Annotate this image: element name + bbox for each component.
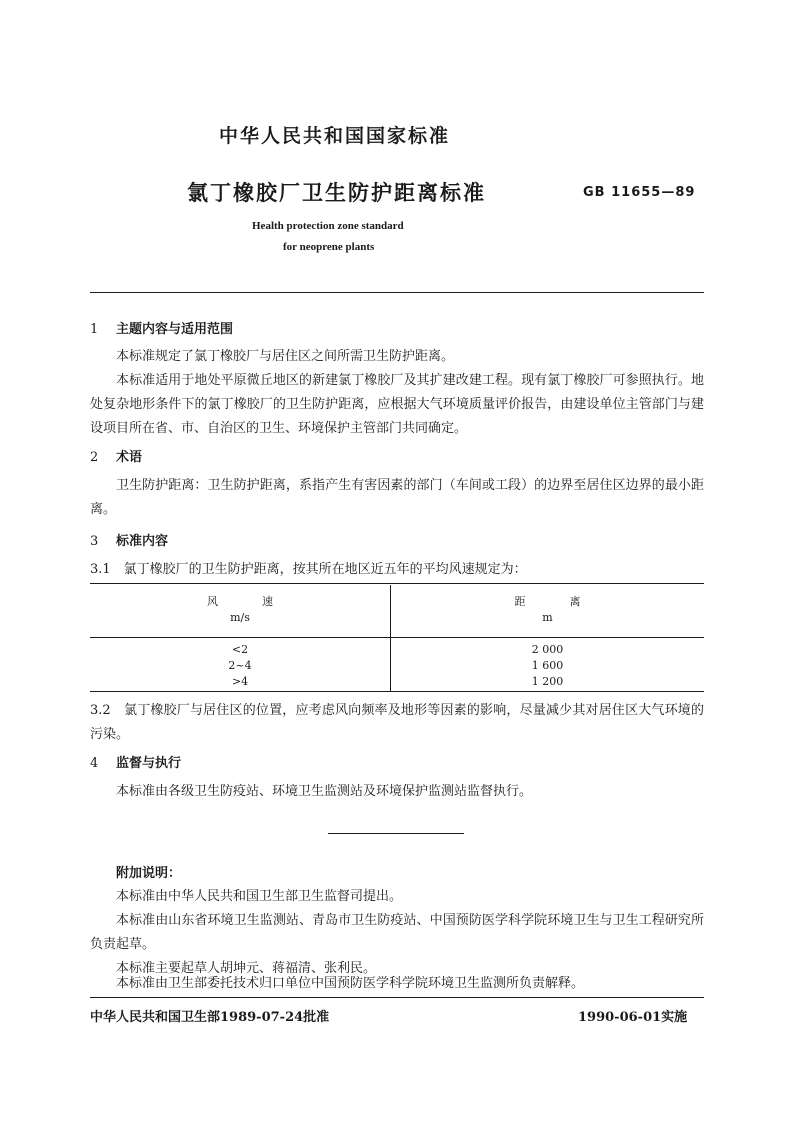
speed-cell: <2 <box>90 638 391 658</box>
section-2-title: 术语 <box>116 450 143 465</box>
wind-speed-distance-table <box>90 585 704 692</box>
approval-date: 中华人民共和国卫生部1989-07-24批准 <box>90 1010 330 1025</box>
section-4-paragraph-1: 本标准由各级卫生防疫站、环境卫生监测站及环境保护监测站监督执行。 <box>116 784 533 799</box>
section-1-heading <box>90 318 233 337</box>
section-4-heading <box>90 752 181 771</box>
section-3-number: 3 <box>90 534 99 549</box>
notes-title: 附加说明： <box>116 866 182 881</box>
footer-divider <box>90 997 704 998</box>
english-title-line2: for neoprene plants <box>283 241 375 253</box>
speed-cell: 2~4 <box>228 658 252 672</box>
section-2-paragraph-1: 卫生防护距离：卫生防护距离，系指产生有害因素的部门（车间或工段）的边界至居住区边界的最小距离。 <box>90 478 704 517</box>
section-1-number: 1 <box>90 322 99 337</box>
page-title: 氯丁橡胶厂卫生防护距离标准 <box>187 180 486 205</box>
section-4-number: 4 <box>90 756 99 771</box>
section-1-paragraph-1: 本标准规定了氯丁橡胶厂与居住区之间所需卫生防护距离。 <box>116 349 455 364</box>
table-bottom-rule <box>90 691 704 692</box>
speed-unit: m/s <box>230 610 250 624</box>
table-top-rule <box>90 583 704 584</box>
national-standard-heading: 中华人民共和国国家标准 <box>219 125 451 147</box>
table-header-row <box>90 585 704 609</box>
note-4: 本标准由卫生部委托技术归口单位中国预防医学科学院环境卫生监测所负责解释。 <box>116 976 585 991</box>
section-3-heading <box>90 530 168 549</box>
section-1-paragraph-2: 本标准适用于地处平原微丘地区的新建氯丁橡胶厂及其扩建改建工程。现有氯丁橡胶厂可参照执行。地处复杂地形条件下的氯丁橡胶厂的卫生防护距离，应根据大气环境质量评价报告，由建设单位主管部门与建设项目所在省、市、自治区的卫生、环境保护主管部门共同确定。 <box>90 373 704 436</box>
table-row <box>90 638 704 658</box>
distance-header: 距 离 <box>391 585 705 609</box>
note-1: 本标准由中华人民共和国卫生部卫生监督司提出。 <box>116 889 403 904</box>
distance-unit: m <box>391 609 705 638</box>
standard-number: GB 11655—89 <box>583 185 696 200</box>
distance-cell: 2 000 <box>391 638 705 658</box>
table-row <box>90 673 704 692</box>
speed-cell: >4 <box>231 674 249 688</box>
clause-3-1: 3.1 氯丁橡胶厂的卫生防护距离，按其所在地区近五年的平均风速规定为： <box>90 562 527 577</box>
clause-3-2: 3.2 氯丁橡胶厂与居住区的位置，应考虑风向频率及地形等因素的影响，尽量减少其对居住区大气环境的污染。 <box>90 703 704 742</box>
distance-cell: 1 200 <box>391 673 705 692</box>
distance-cell: 1 600 <box>391 657 705 673</box>
speed-header: 风 速 <box>207 595 273 608</box>
table-row <box>90 657 704 673</box>
table-unit-row <box>90 609 704 638</box>
end-of-text-rule <box>328 833 464 834</box>
section-3-title: 标准内容 <box>116 534 169 549</box>
header-divider <box>90 292 704 293</box>
note-2: 本标准由山东省环境卫生监测站、青岛市卫生防疫站、中国预防医学科学院环境卫生与卫生工程研究所负责起草。 <box>90 913 704 952</box>
english-title-line1: Health protection zone standard <box>252 220 404 232</box>
section-4-title: 监督与执行 <box>116 756 182 771</box>
note-3: 本标准主要起草人胡坤元、蒋福清、张利民。 <box>116 961 377 976</box>
section-1-title: 主题内容与适用范围 <box>116 322 234 337</box>
section-2-heading <box>90 446 142 465</box>
section-2-number: 2 <box>90 450 99 465</box>
effective-date: 1990-06-01实施 <box>578 1010 688 1025</box>
